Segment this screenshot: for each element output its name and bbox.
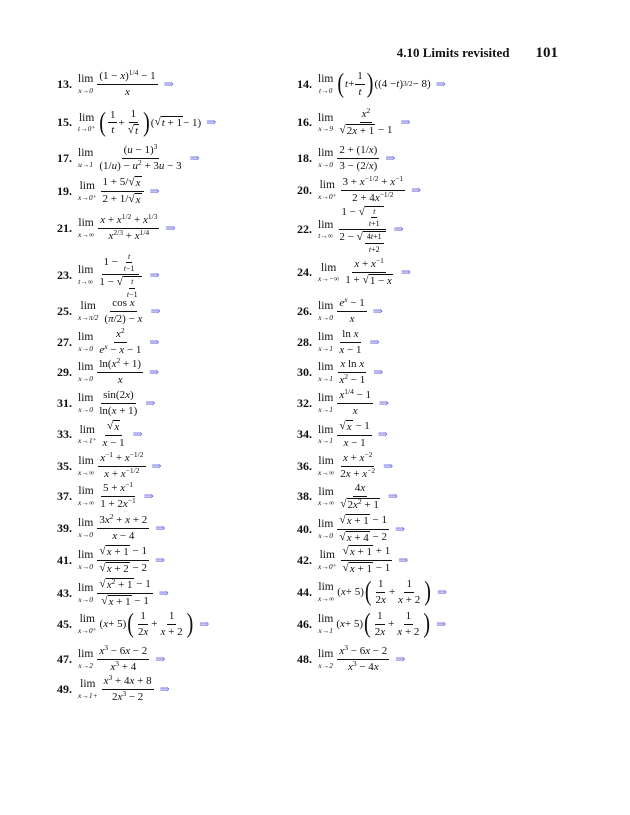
answer-link[interactable]: ⇒ [383,458,394,473]
answer-link[interactable]: ⇒ [149,334,160,349]
answer-link[interactable]: ⇒ [436,616,447,631]
problem-38: 38. lim x→∞ 4x √ $2x^2 + 1$ ⇒ [284,482,398,511]
problem-number: 34. [297,427,312,442]
answer-link[interactable]: ⇒ [151,458,162,473]
problem-17: 17. lim u→1 $\frac{(u - 1)^3}{(1/u) - u^2 + 3u - 3}$ ⇒ [44,144,200,172]
limit-operator: lim x→∞ [318,581,335,603]
problem-number: 18. [297,150,312,165]
problem-14: 14. lim t→0 ( t + $\frac{1}{t}$ ) ((4 − t ) 3/2 − 8) ⇒ [284,70,446,98]
problem-number: 21. [57,220,72,235]
limit-operator: lim x→0⁺ [78,613,97,635]
limit-operator: lim x→π/2 [78,300,99,322]
problem-32: 32. lim x→1 $\frac{x^{1/4} - 1}{x}$ ⇒ [284,389,389,417]
problem-46: 46. lim x→1 ( x + 5) ( $\frac{1}{2x}$ + $\frac{1}{x + 2}$ ) ⇒ [284,610,446,638]
limit-operator: lim x→0 [78,517,94,539]
answer-link[interactable]: ⇒ [143,488,154,503]
problem-27: 27. lim x→0 $\frac{x^2}{e^x - x - 1}$ ⇒ [44,328,159,356]
limit-operator: lim u→1 [78,147,94,169]
limit-operator: lim t→∞ [78,264,94,286]
problem-28: 28. lim x→1 $\frac{\text{ln x}}{x - 1}$ ⇒ [284,328,380,356]
problem-21: 21. lim x→∞ $\frac{x + x^{1/2} + x^{1/3}}{x^{2/3} + x^{1/4}}$ ⇒ [44,214,176,242]
answer-link[interactable]: ⇒ [387,489,398,504]
limit-operator: lim x→1 [318,361,334,383]
problem-number: 23. [57,267,72,282]
problem-number: 26. [297,303,312,318]
problem-number: 29. [57,364,72,379]
problem-44: 44. lim x→∞ ( x + 5) ( $\frac{1}{2x}$ + $\frac{1}{x + 2}$ ) ⇒ [284,578,447,606]
limit-operator: lim x→0 [318,300,334,322]
limit-operator: lim x→1 [318,392,334,414]
problem-36: 36. lim x→∞ $\frac{x + x^{-2}}{2x + x^{-2}}$ ⇒ [284,452,393,480]
answer-link[interactable]: ⇒ [377,427,388,442]
problem-number: 17. [57,150,72,165]
problem-number: 43. [57,585,72,600]
problem-number: 24. [297,265,312,280]
problem-45: 45. lim x→0⁺ ( x + 5) ( $\frac{1}{2x}$ + $\frac{1}{x + 2}$ ) ⇒ [44,610,209,638]
answer-link[interactable]: ⇒ [149,183,160,198]
answer-link[interactable]: ⇒ [372,303,383,318]
answer-link[interactable]: ⇒ [149,364,160,379]
limit-operator: lim x→−∞ [318,261,340,284]
limit-operator: lim x→∞ [78,217,95,239]
limit-operator: lim x→0 [78,549,94,571]
answer-link[interactable]: ⇒ [155,520,166,535]
answer-link[interactable]: ⇒ [398,552,409,567]
limit-operator: lim t→∞ [318,218,334,241]
answer-link[interactable]: ⇒ [385,150,396,165]
limit-operator: lim x→∞ [318,455,335,477]
problem-18: 18. lim x→0 $\frac{2 + (1/x)}{3 - (2/x)}$ ⇒ [284,144,395,172]
problem-19: 19. lim x→0⁺ 1 + 5/ √ x 2 + 1/ √ x ⇒ [44,176,160,206]
problem-number: 46. [297,616,312,631]
problem-number: 20. [297,182,312,197]
problem-number: 31. [57,395,72,410]
limit-operator: lim t→0⁺ [78,111,96,134]
answer-link[interactable]: ⇒ [393,222,404,237]
problem-40: 40. lim x→0 √ x + 1 − 1 √ x + 4 − 2 ⇒ [284,514,405,544]
page-number: 101 [535,45,558,61]
answer-link[interactable]: ⇒ [199,616,210,631]
limit-operator: lim x→∞ [78,485,95,507]
limit-operator: lim x→0 [318,518,334,540]
limit-operator: lim x→1 [318,423,334,446]
problem-23: 23. lim t→∞ 1 − $\frac{t}{t-1}$ 1 − √ $\frac{t}{t-1}$ ⇒ [44,252,160,299]
problem-number: 39. [57,520,72,535]
problem-48: 48. lim x→2 $\frac{x^3 - 6x - 2}{x^3 - 4x}$ ⇒ [284,645,405,673]
answer-link[interactable]: ⇒ [150,303,161,318]
problem-number: 33. [57,427,72,442]
answer-link[interactable]: ⇒ [373,364,384,379]
limit-operator: lim x→0 [78,73,94,95]
problem-number: 19. [57,183,72,198]
limit-operator: lim x→0 [78,392,94,414]
section-title: 4.10 Limits revisited [396,45,510,60]
problem-31: 31. lim x→0 $\frac{\sin(2x)}{\ln(x + 1)}$ ⇒ [44,389,155,417]
problem-15: 15. lim t→0⁺ ( $\frac{1}{t}$ + 1 √ t ) ( √ t + 1 − 1) ⇒ [44,108,216,137]
limit-operator: lim x→0⁺ [318,549,337,571]
problem-22: 22. lim t→∞ 1 − √ $\frac{t}{t+1}$ 2 − √ $\frac{4t+1}{t+2}$ ⇒ [284,206,404,254]
limit-operator: lim x→2 [318,648,334,670]
limit-operator: lim x→0 [78,361,94,383]
answer-link[interactable]: ⇒ [132,427,143,442]
problem-43: 43. lim x→0 √ $x^2 + 1$ − 1 √ x + 1 − 1 ⇒ [44,578,169,608]
problem-30: 30. lim x→1 $\frac{\text{x ln x}}{x^2 - 1}$ ⇒ [284,358,383,386]
answer-link[interactable]: ⇒ [400,115,411,130]
problem-number: 49. [57,681,72,696]
problem-number: 44. [297,584,312,599]
limit-operator: lim x→0⁺ [78,180,97,202]
problem-number: 42. [297,552,312,567]
limit-operator: lim x→2 [78,648,94,670]
problem-39: 39. lim x→0 $\frac{3x^2 + x + 2}{x - 4}$ ⇒ [44,514,165,542]
answer-link[interactable]: ⇒ [436,584,447,599]
limit-operator: lim x→1 [318,331,334,353]
problem-number: 22. [297,222,312,237]
problem-number: 38. [297,489,312,504]
problem-16: 16. lim x→9 $x^2$ √ 2x + 1 − 1 ⇒ [284,108,411,137]
answer-link[interactable]: ⇒ [149,267,160,282]
limit-operator: lim x→9 [318,111,334,134]
answer-link[interactable]: ⇒ [395,651,406,666]
answer-link[interactable]: ⇒ [379,395,390,410]
problem-33: 33. lim x→1⁺ √ x x − 1 ⇒ [44,420,143,449]
problem-number: 36. [297,458,312,473]
limit-operator: lim t→0 [318,73,334,95]
answer-link[interactable]: ⇒ [369,334,380,349]
problem-number: 32. [297,395,312,410]
limit-operator: lim x→0 [318,147,334,169]
problem-42: 42. lim x→0⁺ √ x + 1 + 1 √ x + 1 − 1 ⇒ [284,545,408,575]
problem-13 [44,70,174,98]
answer-link[interactable]: ⇒ [145,395,156,410]
answer-link[interactable]: ⇒ [155,552,166,567]
answer-link[interactable]: ⇒ [159,681,170,696]
problem-number: 40. [297,521,312,536]
limit-operator: lim x→∞ [78,455,95,477]
problem-41: 41. lim x→0 √ x + 1 − 1 √ x + 2 − 2 ⇒ [44,545,165,575]
problem-number: 25. [57,303,72,318]
expression: $\frac{(1 - x)^{1/4} - 1}{x}$ [99,68,156,98]
problem-number: 47. [57,651,72,666]
answer-link[interactable]: ⇒ [189,150,200,165]
limit-operator: lim x→1+ [78,678,98,700]
limit-operator: lim x→0 [78,582,94,604]
problem-number: 48. [297,651,312,666]
problem-number: 16. [297,115,312,130]
problem-number: 15. [57,115,72,130]
answer-link[interactable]: ⇒ [400,265,411,280]
problem-number: 27. [57,334,72,349]
answer-link[interactable]: ⇒ [163,76,174,91]
running-header [397,45,558,62]
problem-47: 47. lim x→2 $\frac{x^3 - 6x - 2}{x^3 + 4}$ ⇒ [44,645,165,673]
problem-35: 35. lim x→∞ $\frac{x^{-1} + x^{-1/2}}{x + x^{-1/2}}$ ⇒ [44,452,162,480]
problem-number: 13. [57,76,72,91]
answer-link[interactable]: ⇒ [155,651,166,666]
answer-link[interactable]: ⇒ [411,182,422,197]
problem-24: 24. lim x→−∞ $x + x^{-1}$ 1 + √ 1 − x ⇒ [284,258,411,287]
limit-operator: lim x→0⁺ [318,179,337,201]
problem-number: 45. [57,616,72,631]
limit-operator: lim x→0 [78,331,94,353]
answer-link[interactable]: ⇒ [435,76,446,91]
problem-number: 28. [297,334,312,349]
problem-49: 49. lim x→1+ $\frac{x^3 + 4x + 8}{2x^3 - 2}$ ⇒ [44,675,170,703]
problem-37: 37. lim x→∞ $\frac{5 + x^{-1}}{1 + 2x^{-1}}$ ⇒ [44,482,154,510]
problem-29: 29. lim x→0 $\frac{\ln(x^2 + 1)}{x}$ ⇒ [44,358,159,386]
limit-operator: lim x→1⁺ [78,423,97,446]
problem-number: 35. [57,458,72,473]
problem-number: 41. [57,552,72,567]
problem-20: 20. lim x→0⁺ $\frac{3 + x^{-1/2} + x^{-1}}{2 + 4x^{-1/2}}$ ⇒ [284,176,421,204]
limit-operator: lim x→∞ [318,485,335,508]
problem-26: 26. lim x→0 $\frac{e^x - 1}{x}$ ⇒ [284,297,383,325]
limit-operator: lim x→1 [318,613,334,635]
problem-number: 30. [297,364,312,379]
answer-link[interactable]: ⇒ [206,115,217,130]
problem-number: 37. [57,488,72,503]
answer-link[interactable]: ⇒ [395,521,406,536]
problem-34: 34. lim x→1 √ x − 1 x − 1 ⇒ [284,420,388,449]
problem-number: 14. [297,76,312,91]
answer-link[interactable]: ⇒ [158,585,169,600]
problem-25: 25. lim x→π/2 $\frac{\text{cos x}}{(\pi/2) - x}$ ⇒ [44,297,161,325]
answer-link[interactable]: ⇒ [165,220,176,235]
